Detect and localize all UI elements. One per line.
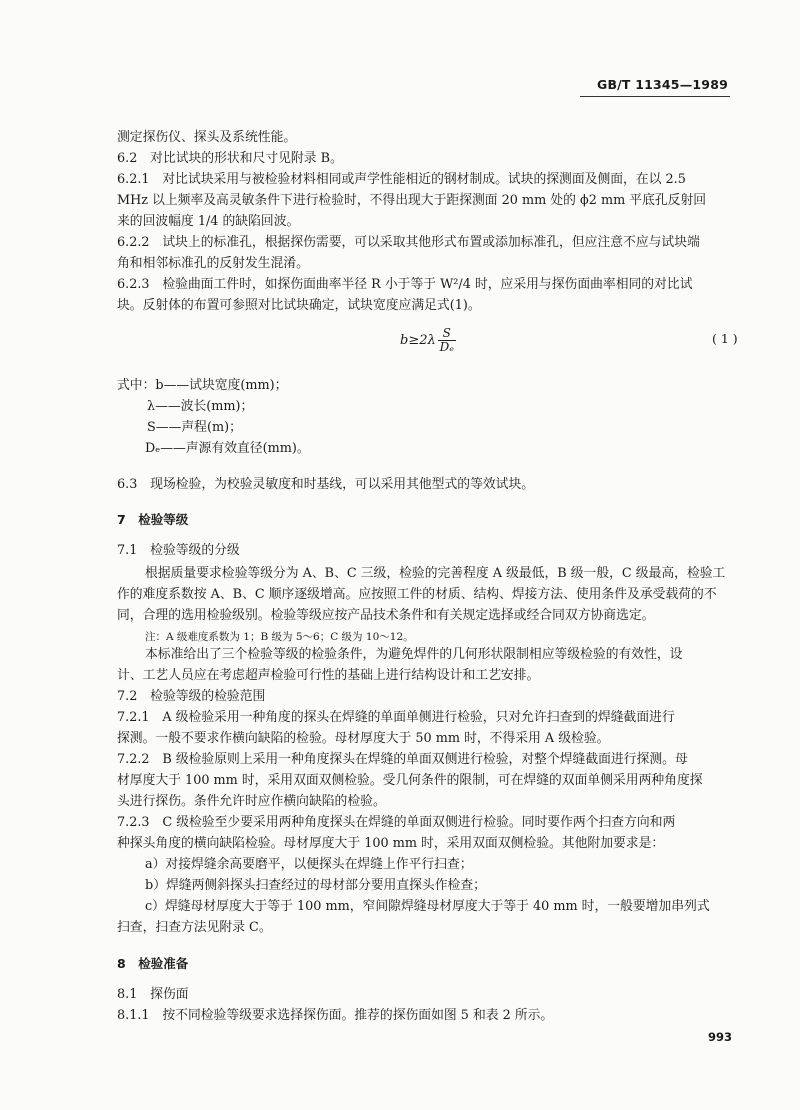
text-line: 扫查，扫查方法见附录 C。 [117,920,272,935]
formula-lhs: b≥2λ [400,333,436,348]
list-item-b: b）焊缝两侧斜探头扫查经过的母材部分要用直探头作检查； [145,878,486,893]
text-line: 块。反射体的布置可参照对比试块确定，试块宽度应满足式(1)。 [117,298,481,313]
text-line: 来的回波幅度 1/4 的缺陷回波。 [117,214,300,229]
formula-fraction [438,327,456,354]
clause-7-2-2: 7.2.2 B 级检验原则上采用一种角度探头在焊缝的单面双侧进行检验，对整个焊缝截面进行探测。母 [117,752,688,767]
clause-7-2-1: 7.2.1 A 级检验采用一种角度的探头在焊缝的单面单侧进行检验，只对允许扫查到的焊缝截面进行 [117,710,675,725]
text-line: 头进行探伤。条件允许时应作横向缺陷的检验。 [117,794,386,809]
text-line: 同，合理的选用检验级别。检验等级应按产品技术条件和有关规定选择或经合同双方协商选定。 [117,608,655,623]
text-line: 种探头角度的横向缺陷检验。母材厚度大于 100 mm 时，采用双面双侧检验。其他附加要求是： [117,836,665,851]
text-line: 角和相邻标准孔的反射发生混淆。 [117,256,309,271]
text-line: 材厚度大于 100 mm 时，采用双面双侧检验。受几何条件的限制，可在焊缝的双面单侧采用两种角度探 [117,773,703,788]
formula-legend: λ——波长(mm)； [147,399,254,414]
clause-6-2-3: 6.2.3 检验曲面工件时，如探伤面曲率半径 R 小于等于 W²/4 时，应采用与探伤面曲率相同的对比试 [117,277,693,292]
clause-6-2-1: 6.2.1 对比试块采用与被检验材料相同或声学性能相近的钢材制成。试块的探测面及侧面，在以 2.5 [117,172,686,187]
clause-8-1: 8.1 探伤面 [117,987,189,1002]
text-line: 本标准给出了三个检验等级的检验条件，为避免焊件的几何形状限制相应等级检验的有效性，设 [145,647,683,662]
text-line: 探测。一般不要求作横向缺陷的检验。母材厚度大于 50 mm 时，不得采用 A 级检验。 [117,731,610,746]
formula-denominator: Dₑ [439,340,454,354]
clause-7-2-3: 7.2.3 C 级检验至少要采用两种角度探头在焊缝的单面双侧进行检验。同时要作两个扫查方向和两 [117,815,676,830]
text-line: 测定探伤仪、探头及系统性能。 [117,130,297,145]
list-item-a: a）对接焊缝余高要磨平，以便探头在焊缝上作平行扫查； [145,857,473,872]
text-line: 计、工艺人员应在考虑超声检验可行性的基础上进行结构设计和工艺安排。 [117,668,540,683]
text-line: MHz 以上频率及高灵敏条件下进行检验时，不得出现大于距探测面 20 mm 处的 ϕ2 mm 平底孔反射回 [117,193,707,208]
note: 注：A 级难度系数为 1；B 级为 5～6；C 级为 10～12。 [145,631,414,643]
standard-code: GB/T 11345—1989 [596,77,728,92]
clause-6-2: 6.2 对比试块的形状和尺寸见附录 B。 [117,151,343,166]
clause-6-3: 6.3 现场检验，为校验灵敏度和时基线，可以采用其他型式的等效试块。 [117,477,535,492]
clause-8-1-1: 8.1.1 按不同检验等级要求选择探伤面。推荐的探伤面如图 5 和表 2 所示。 [117,1008,554,1023]
section-heading-7: 7 检验等级 [117,512,189,527]
page-number: 993 [708,1030,733,1044]
header-rule [580,96,730,97]
clause-6-2-2: 6.2.2 试块上的标准孔，根据探伤需要，可以采取其他形式布置或添加标准孔，但应注意不应与试块端 [117,235,700,250]
list-item-c: c）焊缝母材厚度大于等于 100 mm，窄间隙焊缝母材厚度大于等于 40 mm 时，一般要增加串列式 [145,899,710,914]
text-line: 作的难度系数按 A、B、C 顺序逐级增高。应按照工件的材质、结构、焊接方法、使用条件及承受载荷的不 [117,587,717,602]
formula-legend: Dₑ——声源有效直径(mm)。 [145,441,310,456]
formula-legend: S——声程(m)； [147,420,242,435]
formula-1 [400,327,456,354]
clause-7-2: 7.2 检验等级的检验范围 [117,689,266,704]
section-heading-8: 8 检验准备 [117,956,189,971]
formula-legend: 式中：b——试块宽度(mm)； [117,378,288,393]
text-line: 根据质量要求检验等级分为 A、B、C 三级，检验的完善程度 A 级最低，B 级一般，C 级最高，检验工 [145,566,726,581]
formula-number: ( 1 ) [712,331,738,346]
clause-7-1: 7.1 检验等级的分级 [117,543,240,558]
formula-numerator: S [442,326,451,340]
